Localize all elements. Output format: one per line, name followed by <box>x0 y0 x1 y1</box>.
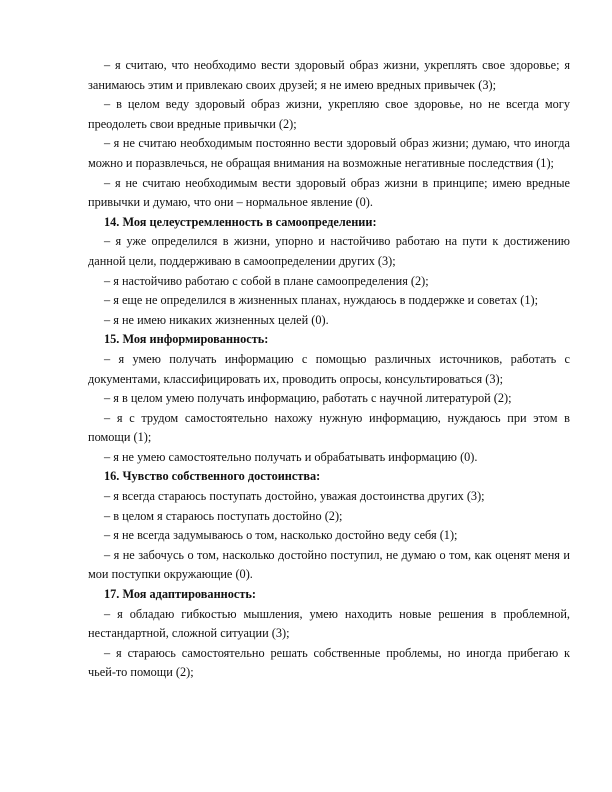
answer-option: – я стараюсь самостоятельно решать собственные проблемы, но иногда прибегаю к чьей-то помощи (2); <box>88 645 570 680</box>
answer-option: – я уже определился в жизни, упорно и настойчиво работаю на пути к достижению данной цели, поддерживаю в самоопределении других (3); <box>88 234 570 268</box>
answer-option: – я не считаю необходимым вести здоровый образ жизни в принципе; имею вредные привычки и думаю, что они – нормальное явление (0). <box>88 175 570 210</box>
answer-option: – я не забочусь о том, насколько достойно поступил, не думаю о том, как оценят меня и мои поступки окружающие (0). <box>88 547 570 582</box>
answer-option: – я всегда стараюсь поступать достойно, уважая достоинства других (3); <box>104 489 485 504</box>
answer-option: – я не имею никаких жизненных целей (0). <box>104 312 329 327</box>
answer-option: – я еще не определился в жизненных планах, нуждаюсь в поддержке и советах (1); <box>104 293 539 308</box>
answer-option: – я не умею самостоятельно получать и обрабатывать информацию (0). <box>104 449 478 464</box>
section-heading-15: 15. Моя информированность: <box>104 332 269 347</box>
document-page <box>88 56 570 683</box>
answer-option: – я с трудом самостоятельно нахожу нужную информацию, нуждаюсь при этом в помощи (1); <box>88 410 570 445</box>
answer-option: – я обладаю гибкостью мышления, умею находить новые решения в проблемной, нестандартной, сложной ситуации (3); <box>88 606 570 641</box>
answer-option: – я не считаю необходимым постоянно вести здоровый образ жизни; думаю, что иногда можно и поразвлечься, не обращая внимания на возможные негативные последствия (1); <box>88 136 570 170</box>
answer-option: – я не всегда задумываюсь о том, насколько достойно веду себя (1); <box>104 528 458 543</box>
answer-option: – в целом веду здоровый образ жизни, укрепляю свое здоровье, но не всегда могу преодолеть свои вредные привычки (2); <box>88 97 570 131</box>
answer-option: – я считаю, что необходимо вести здоровый образ жизни, укреплять свое здоровье; я занимаюсь этим и привлекаю своих друзей; я не имею вредных привычек (3); <box>88 58 570 92</box>
section-heading-17: 17. Моя адаптированность: <box>104 587 256 602</box>
answer-option: – я умею получать информацию с помощью различных источников, работать с документами, классифицировать их, проводить опросы, консультироваться (3); <box>88 351 570 386</box>
section-heading-14: 14. Моя целеустремленность в самоопределении: <box>104 214 377 229</box>
answer-option: – в целом я стараюсь поступать достойно (2); <box>104 508 343 523</box>
answer-option: – я в целом умею получать информацию, работать с научной литературой (2); <box>104 391 512 406</box>
answer-option: – я настойчиво работаю с собой в плане самоопределения (2); <box>104 273 429 288</box>
section-heading-16: 16. Чувство собственного достоинства: <box>104 469 321 484</box>
